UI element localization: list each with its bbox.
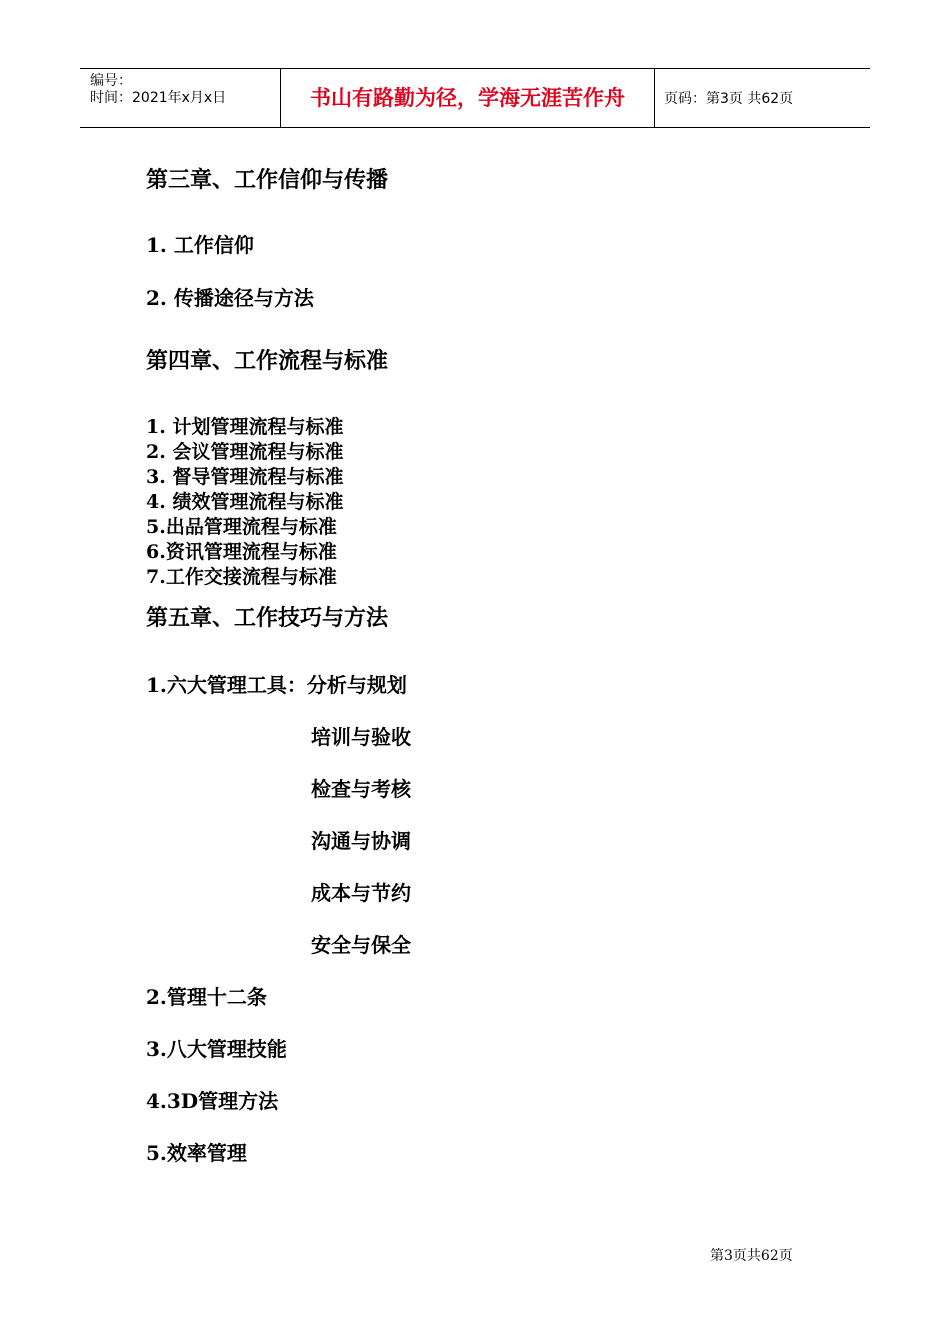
list-item: 2. 会议管理流程与标准 — [146, 441, 344, 463]
list-item: 5.出品管理流程与标准 — [146, 516, 337, 538]
list-item: 3.八大管理技能 — [146, 1037, 287, 1061]
list-item: 1.六大管理工具：分析与规划 — [146, 673, 407, 697]
header-page-number: 页码：第3页 共62页 — [664, 91, 794, 107]
motto-text: 书山有路勤为径，学海无涯苦作舟 — [310, 86, 625, 110]
list-item: 7.工作交接流程与标准 — [146, 566, 337, 588]
list-item: 5.效率管理 — [146, 1141, 247, 1165]
list-item: 4.3D管理方法 — [146, 1089, 279, 1113]
list-subitem: 成本与节约 — [311, 881, 411, 905]
list-item: 6.资讯管理流程与标准 — [146, 541, 337, 563]
list-item: 3. 督导管理流程与标准 — [146, 466, 344, 488]
list-item: 1. 计划管理流程与标准 — [146, 416, 344, 438]
list-subitem: 培训与验收 — [311, 725, 411, 749]
chapter-5-title: 第五章、工作技巧与方法 — [146, 605, 389, 631]
list-subitem: 安全与保全 — [311, 933, 411, 957]
list-item: 4. 绩效管理流程与标准 — [146, 491, 344, 513]
chapter-4-title: 第四章、工作流程与标准 — [146, 348, 389, 374]
chapter-3-title: 第三章、工作信仰与传播 — [146, 167, 389, 193]
list-item: 2.管理十二条 — [146, 985, 267, 1009]
serial-number-label: 编号： — [90, 73, 132, 89]
list-item: 1. 工作信仰 — [146, 233, 254, 257]
footer-page-number: 第3页共62页 — [710, 1248, 793, 1264]
list-subitem: 沟通与协调 — [311, 829, 411, 853]
date-label: 时间：2021年x月x日 — [90, 90, 227, 106]
list-subitem: 检查与考核 — [311, 777, 411, 801]
list-item: 2. 传播途径与方法 — [146, 286, 314, 310]
